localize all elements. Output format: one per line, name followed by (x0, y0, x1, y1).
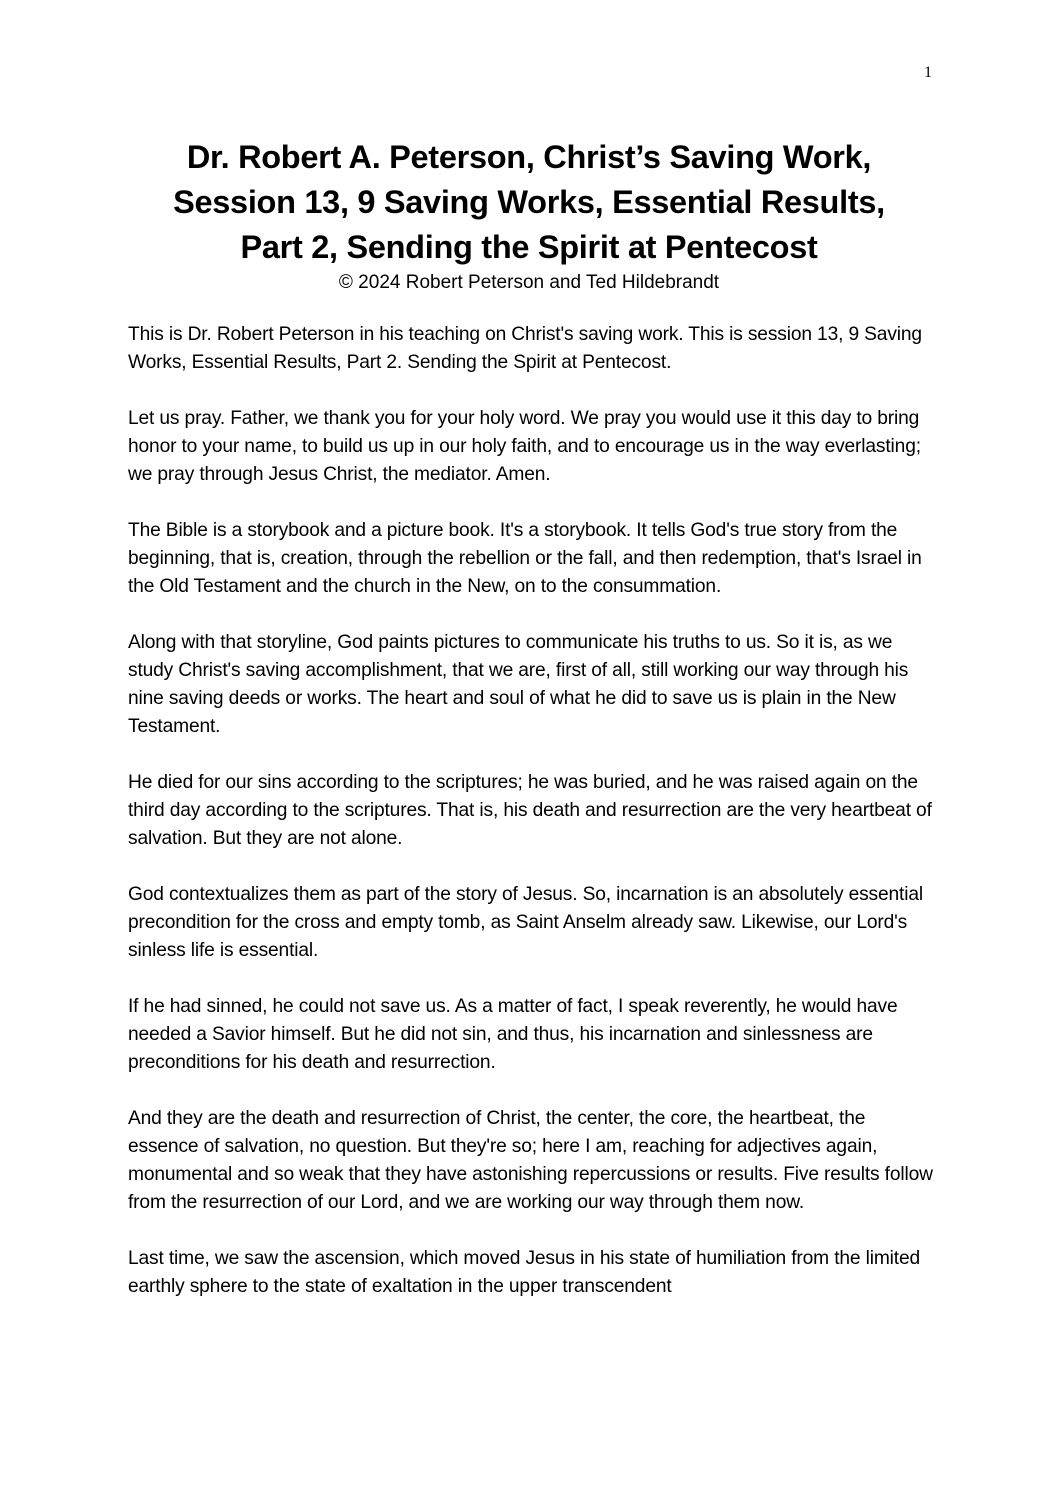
paragraph-intro: This is Dr. Robert Peterson in his teaching on Christ's saving work. This is session 13, 9 Saving Works, Essential Results, Part 2. Sending the Spirit at Pentecost. (128, 324, 922, 373)
page-number: 1 (924, 64, 932, 81)
copyright-line: © 2024 Robert Peterson and Ted Hildebrandt (338, 272, 720, 293)
paragraph-ascension: Last time, we saw the ascension, which moved Jesus in his state of humiliation from the limited earthly sphere to the state of exaltation in the upper transcendent (128, 1248, 920, 1297)
paragraph-sinless: If he had sinned, he could not save us. As a matter of fact, I speak reverently, he would have needed a Savior himself. But he did not sin, and thus, his incarnation and sinlessness are preconditions for his death and resurrection. (128, 996, 898, 1073)
title-line-1: Dr. Robert A. Peterson, Christ’s Saving Work, (186, 139, 872, 175)
document-header (0, 135, 1058, 296)
paragraph-died-for-sins: He died for our sins according to the scriptures; he was buried, and he was raised again on the third day according to the scriptures. That is, his death and resurrection are the very heartbeat of salvation. But they are not alone. (128, 772, 932, 849)
transcript-body (128, 321, 938, 1329)
title-line-2: Session 13, 9 Saving Works, Essential Results, (173, 184, 885, 220)
paragraph-storyline: Along with that storyline, God paints pictures to communicate his truths to us. So it is, as we study Christ's saving accomplishment, that we are, first of all, still working our way through his nine saving deeds or works. The heart and soul of what he did to save us is plain in the New Testament. (128, 632, 909, 737)
title-line-3: Part 2, Sending the Spirit at Pentecost (240, 229, 818, 265)
paragraph-contextualizes: God contextualizes them as part of the story of Jesus. So, incarnation is an absolutely essential precondition for the cross and empty tomb, as Saint Anselm already saw. Likewise, our Lord's sinless life is essential. (128, 884, 923, 961)
paragraph-prayer: Let us pray. Father, we thank you for your holy word. We pray you would use it this day to bring honor to your name, to build us up in our holy faith, and to encourage us in the way everlasting; we pray through Jesus Christ, the mediator. Amen. (128, 408, 921, 485)
paragraph-storybook: The Bible is a storybook and a picture book. It's a storybook. It tells God's true story from the beginning, that is, creation, through the rebellion or the fall, and then redemption, that's Israel in the Old Testament and the church in the New, on to the consummation. (128, 520, 922, 597)
paragraph-death-resurrection: And they are the death and resurrection of Christ, the center, the core, the heartbeat, the essence of salvation, no question. But they're so; here I am, reaching for adjectives again, monumental and so weak that they have astonishing repercussions or results. Five results follow from the resurrection of our Lord, and we are working our way through them now. (128, 1108, 933, 1213)
